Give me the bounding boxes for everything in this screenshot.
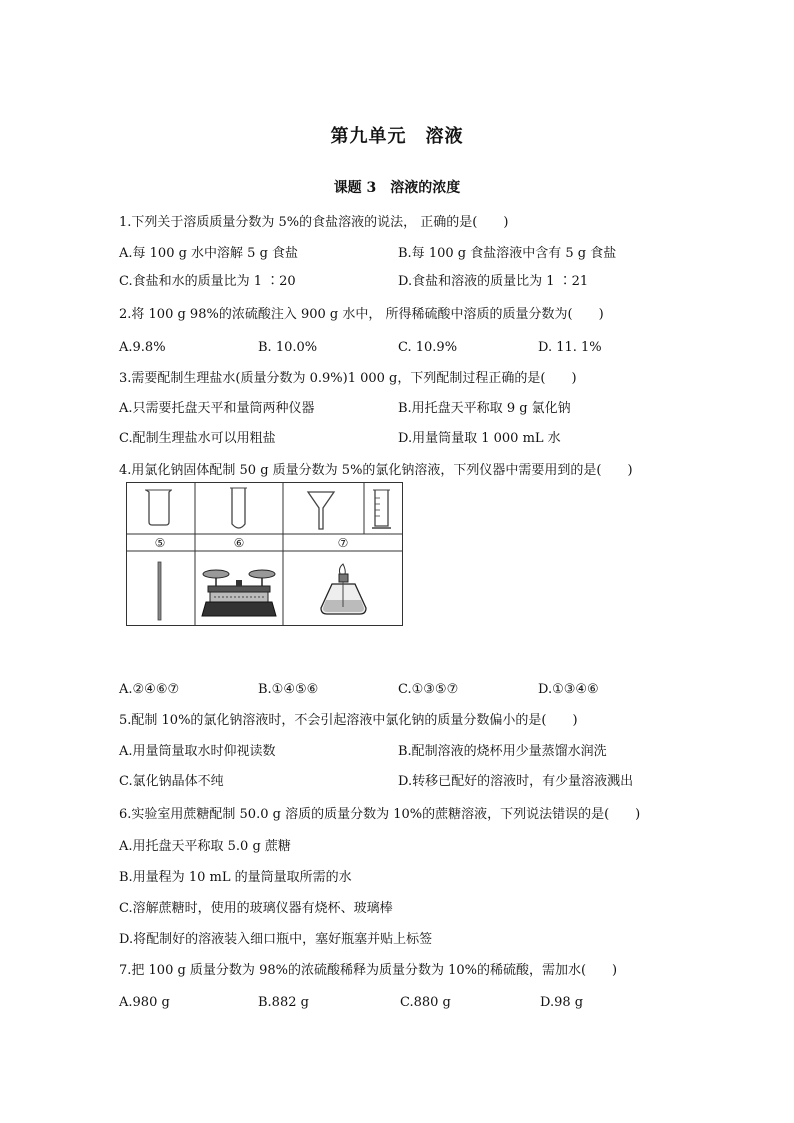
- question-2-option-d: D. 11. 1%: [538, 340, 602, 355]
- balance-icon: [202, 570, 276, 616]
- question-4-option-c: C.①③⑤⑦: [398, 682, 459, 697]
- question-3-option-b: B.用托盘天平称取 9 g 氯化钠: [398, 401, 571, 416]
- question-5-option-b: B.配制溶液的烧杯用少量蒸馏水润洗: [398, 744, 607, 759]
- question-7-option-a: A.980 g: [119, 995, 170, 1010]
- apparatus-table: [126, 482, 403, 626]
- question-2-option-c: C. 10.9%: [398, 340, 458, 355]
- apparatus-label-7: ⑦: [337, 536, 349, 550]
- question-6-option-c: C.溶解蔗糖时，使用的玻璃仪器有烧杯、玻璃棒: [119, 901, 393, 916]
- page-subtitle: 课题 3 溶液的浓度: [333, 180, 461, 196]
- question-2-option-b: B. 10.0%: [258, 340, 318, 355]
- graduated-cylinder-icon: [372, 490, 391, 528]
- question-1-option-d: D.食盐和溶液的质量比为 1 ∶21: [398, 274, 589, 289]
- funnel-icon: [308, 492, 334, 529]
- question-5-option-d: D.转移已配好的溶液时，有少量溶液溅出: [398, 774, 634, 789]
- glass-rod-icon: [158, 562, 161, 620]
- question-1-option-a: A.每 100 g 水中溶解 5 g 食盐: [119, 246, 299, 261]
- question-7-option-b: B.882 g: [258, 995, 309, 1010]
- question-4-stem: 4.用氯化钠固体配制 50 g 质量分数为 5%的氯化钠溶液，下列仪器中需要用到的是( ): [119, 463, 633, 478]
- beaker-icon: [145, 490, 172, 525]
- question-1-stem: 1.下列关于溶质质量分数为 5%的食盐溶液的说法， 正确的是( ): [119, 215, 509, 230]
- question-4-option-a: A.②④⑥⑦: [119, 682, 180, 697]
- question-6-option-b: B.用量程为 10 mL 的量筒量取所需的水: [119, 870, 352, 885]
- question-4-option-b: B.①④⑤⑥: [258, 682, 319, 697]
- question-5-option-a: A.用量筒量取水时仰视读数: [119, 744, 276, 759]
- question-4-option-d: D.①③④⑥: [538, 682, 599, 697]
- question-7-option-d: D.98 g: [540, 995, 584, 1010]
- question-1-option-c: C.食盐和水的质量比为 1 ∶20: [119, 274, 296, 289]
- test-tube-icon: [230, 488, 247, 528]
- question-3-option-c: C.配制生理盐水可以用粗盐: [119, 431, 276, 446]
- question-6-option-d: D.将配制好的溶液装入细口瓶中，塞好瓶塞并贴上标签: [119, 932, 433, 947]
- question-2-option-a: A.9.8%: [119, 340, 166, 355]
- question-7-option-c: C.880 g: [400, 995, 451, 1010]
- question-3-option-a: A.只需要托盘天平和量筒两种仪器: [119, 401, 315, 416]
- question-5-stem: 5.配制 10%的氯化钠溶液时，不会引起溶液中氯化钠的质量分数偏小的是( ): [119, 713, 578, 728]
- apparatus-label-6: ⑥: [233, 536, 245, 550]
- alcohol-lamp-icon: [321, 564, 366, 614]
- page-title: 第九单元 溶液: [330, 126, 464, 147]
- question-5-option-c: C.氯化钠晶体不纯: [119, 774, 224, 789]
- question-6-option-a: A.用托盘天平称取 5.0 g 蔗糖: [119, 839, 291, 854]
- question-3-stem: 3.需要配制生理盐水(质量分数为 0.9%)1 000 g，下列配制过程正确的是( ): [119, 371, 577, 386]
- question-7-stem: 7.把 100 g 质量分数为 98%的浓硫酸稀释为质量分数为 10%的稀硫酸，需加水( ): [119, 963, 618, 978]
- question-3-option-d: D.用量筒量取 1 000 mL 水: [398, 431, 561, 446]
- question-1-option-b: B.每 100 g 食盐溶液中含有 5 g 食盐: [398, 246, 617, 261]
- apparatus-label-5: ⑤: [154, 536, 166, 550]
- question-6-stem: 6.实验室用蔗糖配制 50.0 g 溶质的质量分数为 10%的蔗糖溶液，下列说法错误的是( ): [119, 807, 641, 822]
- question-2-stem: 2.将 100 g 98%的浓硫酸注入 900 g 水中， 所得稀硫酸中溶质的质量分数为( ): [119, 307, 604, 322]
